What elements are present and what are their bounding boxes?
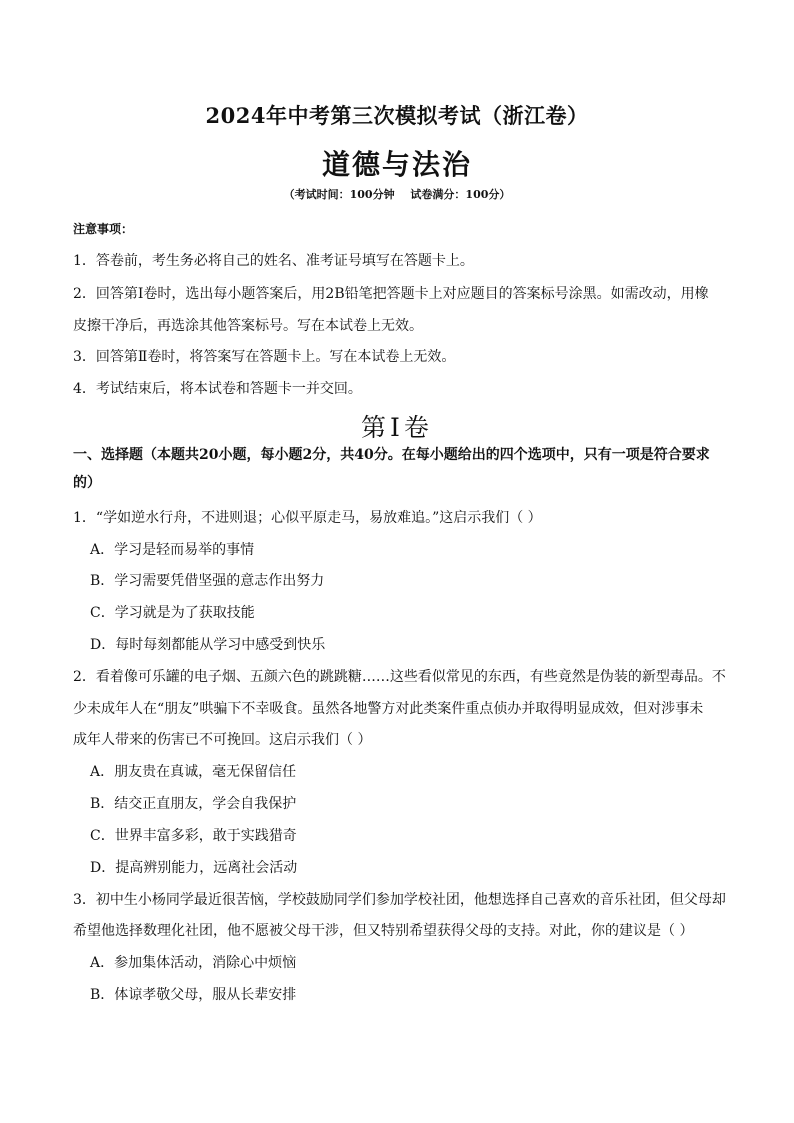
note-item-2: 2．回答第Ⅰ卷时，选出每小题答案后，用2B铅笔把答题卡上对应题目的答案标号涂黑。如需改动，用橡 [73,286,709,302]
section-title: 第Ⅰ卷 [361,413,433,442]
question-2-option-c: C．世界丰富多彩，敢于实践猎奇 [90,828,297,844]
note-item-1: 1．答卷前，考生务必将自己的姓名、准考证号填写在答题卡上。 [73,253,474,269]
note-item-3: 3．回答第Ⅱ卷时，将答案写在答题卡上。写在本试卷上无效。 [73,349,456,365]
question-2-stem-3: 成年人带来的伤害已不可挽回。这启示我们（ ） [73,732,372,748]
note-item-4: 4．考试结束后，将本试卷和答题卡一并交回。 [73,381,362,397]
question-3-option-b: B．体谅孝敬父母，服从长辈安排 [90,987,297,1003]
question-3-stem-1: 3．初中生小杨同学最近很苦恼，学校鼓励同学们参加学校社团，他想选择自己喜欢的音乐社团，但父母却 [73,892,726,908]
question-2-stem-2: 少未成年人在“朋友”哄骗下不幸吸食。虽然各地警方对此类案件重点侦办并取得明显成效，但对涉事未 [73,701,704,717]
question-2-option-a: A．朋友贵在真诚，毫无保留信任 [90,764,297,780]
section-instructions: 一、选择题（本题共20小题，每小题2分，共40分。在每小题给出的四个选项中，只有一项是符合要求 [73,447,710,463]
exam-score: 试卷满分：100分） [410,188,511,201]
exam-meta [0,186,794,202]
question-1-stem: 1．“学如逆水行舟，不进则退；心似平原走马，易放难追。”这启示我们（ ） [73,510,542,526]
subject-title: 道德与法治 [321,148,472,181]
question-2-option-b: B．结交正直朋友，学会自我保护 [90,796,297,812]
question-2-stem-1: 2．看着像可乐罐的电子烟、五颜六色的跳跳糖……这些看似常见的东西，有些竟然是伪装的新型毒品。不 [73,669,726,685]
notes-title: 注意事项： [73,222,134,236]
question-1-option-b: B．学习需要凭借坚强的意志作出努力 [90,573,325,589]
exam-time: （考试时间：100分钟 [283,188,395,201]
question-1-option-d: D．每时每刻都能从学习中感受到快乐 [90,637,326,653]
note-item-2-cont: 皮擦干净后，再选涂其他答案标号。写在本试卷上无效。 [73,318,423,334]
question-1-option-a: A．学习是轻而易举的事情 [90,542,255,558]
question-1-option-c: C．学习就是为了获取技能 [90,605,255,621]
question-2-option-d: D．提高辨别能力，远离社会活动 [90,860,298,876]
question-3-option-a: A．参加集体活动，消除心中烦恼 [90,955,297,971]
question-3-stem-2: 希望他选择数理化社团，他不愿被父母干涉，但又特别希望获得父母的支持。对此，你的建议是（ ） [73,923,694,939]
exam-title: 2024年中考第三次模拟考试（浙江卷） [205,103,589,128]
section-instructions-cont: 的） [73,475,101,491]
